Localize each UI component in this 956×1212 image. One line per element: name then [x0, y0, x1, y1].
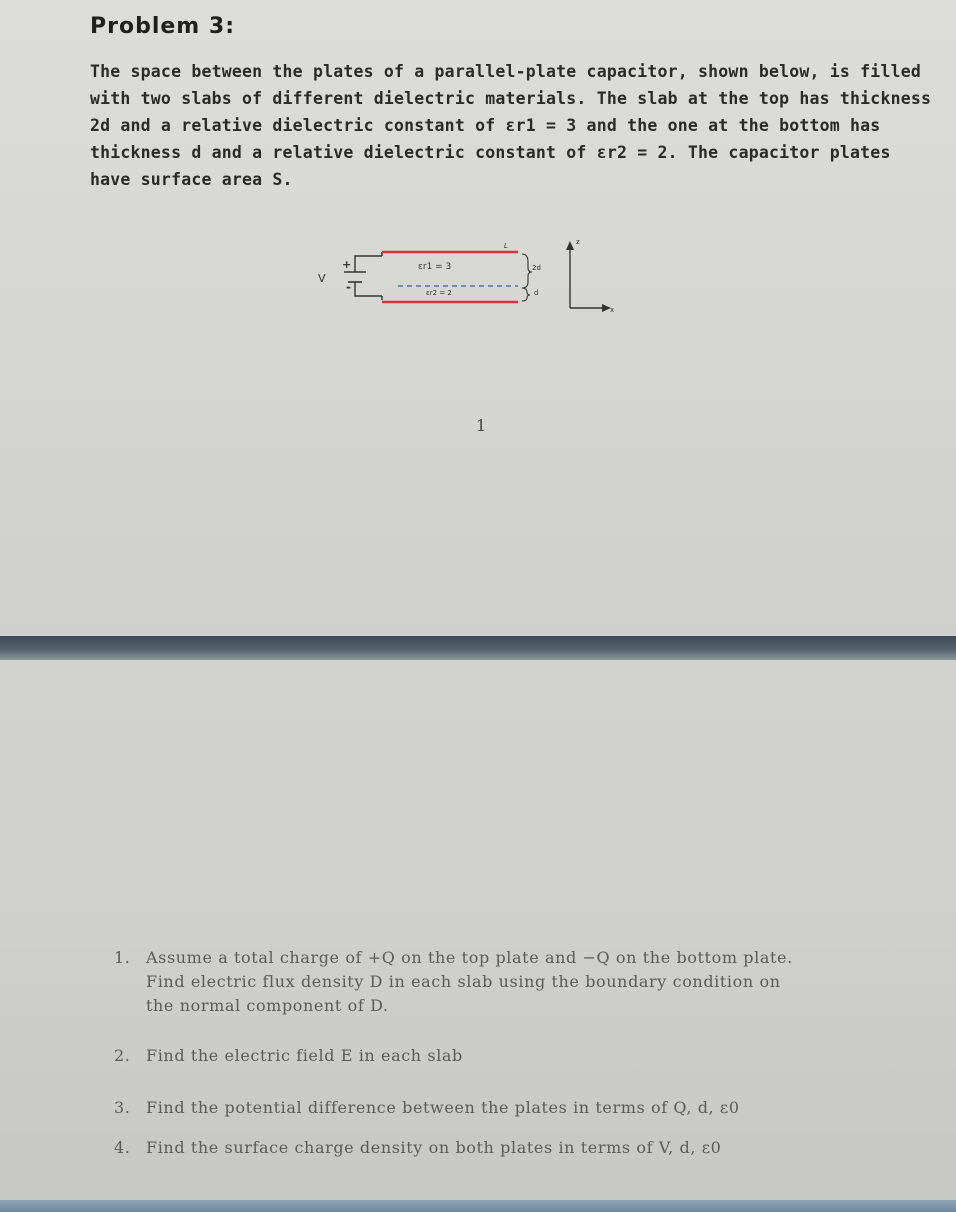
- top-slab-label: εr1 = 3: [418, 262, 452, 272]
- question-text: Find the electric field E in each slab: [146, 1046, 463, 1065]
- statement-line: have surface area S.: [90, 170, 293, 189]
- problem-statement: [90, 58, 932, 193]
- question-text: Assume a total charge of +Q on the top plate and −Q on the bottom plate.: [146, 948, 793, 967]
- question-number: 1.: [114, 948, 131, 967]
- statement-line: The space between the plates of a parallel-plate capacitor, shown below, is filled: [90, 62, 921, 81]
- top-thickness-label: 2d: [532, 264, 541, 272]
- plate-length-label: L: [504, 242, 508, 250]
- page-divider: [0, 636, 956, 660]
- question-item: [114, 1136, 721, 1160]
- statement-line: thickness d and a relative dielectric constant of εr2 = 2. The capacitor plates: [90, 143, 891, 162]
- bottom-slab-label: εr2 = 2: [426, 289, 452, 297]
- question-text: Find the surface charge density on both plates in terms of V, d, ε0: [146, 1138, 722, 1157]
- page-number: 1: [476, 416, 487, 435]
- question-number: 2.: [114, 1046, 131, 1065]
- question-text: Find electric flux density D in each slab using the boundary condition on: [146, 972, 781, 991]
- question-item: [114, 1096, 740, 1120]
- bottom-wire: [355, 282, 382, 296]
- top-wire: [355, 256, 382, 272]
- problem-title: Problem 3:: [90, 14, 235, 39]
- z-axis-label: z: [576, 238, 580, 246]
- page-bottom-edge: [0, 1200, 956, 1212]
- z-axis-arrow: [566, 241, 574, 250]
- x-axis-label: x: [610, 306, 615, 314]
- capacitor-sketch: [310, 222, 630, 322]
- capacitor-diagram: [310, 222, 630, 322]
- question-item: [114, 1044, 463, 1068]
- bottom-thickness-label: d: [534, 289, 539, 297]
- minus-sign: -: [346, 280, 351, 294]
- question-item: [114, 946, 793, 1018]
- statement-line: 2d and a relative dielectric constant of εr1 = 3 and the one at the bottom has: [90, 116, 881, 135]
- question-number: 3.: [114, 1098, 131, 1117]
- question-number: 4.: [114, 1138, 131, 1157]
- statement-line: with two slabs of different dielectric materials. The slab at the top has thickness: [90, 89, 932, 108]
- top-thickness-brace: [522, 254, 532, 288]
- plus-sign: +: [342, 258, 352, 271]
- voltage-label: V: [318, 272, 326, 285]
- question-text: the normal component of D.: [146, 996, 389, 1015]
- question-text: Find the potential difference between the plates in terms of Q, d, ε0: [146, 1098, 740, 1117]
- page-lower-section: [0, 660, 956, 1212]
- bottom-thickness-brace: [522, 288, 530, 301]
